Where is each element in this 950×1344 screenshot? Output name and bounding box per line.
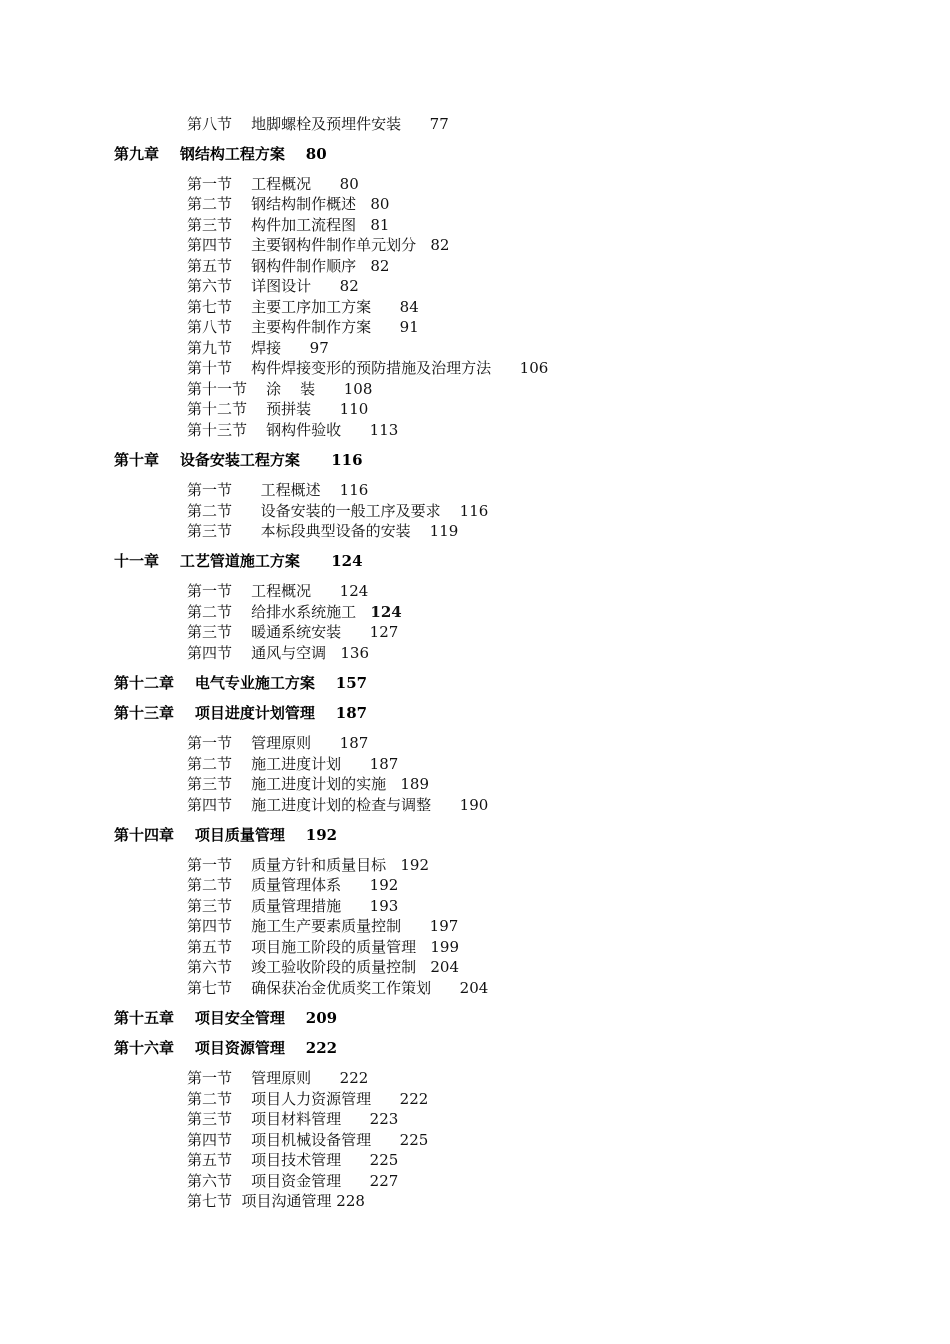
toc-entry-text: 第一节 工程概况 80 [187, 175, 359, 193]
toc-section-entry [187, 774, 429, 794]
toc-entry-text: 第四节 主要钢构件制作单元划分 82 [187, 236, 450, 254]
toc-entry-text: 第十二节 预拼装 110 [187, 400, 369, 418]
toc-entry-text: 第四节 项目机械设备管理 225 [187, 1131, 429, 1149]
toc-entry-text: 第七节 确保获冶金优质奖工作策划 204 [187, 979, 489, 997]
toc-entry-text: 第九章 钢结构工程方案 80 [114, 145, 327, 163]
toc-entry-text: 第七节 项目沟通管理 228 [187, 1192, 365, 1210]
toc-entry-text: 第五节 钢构件制作顺序 82 [187, 257, 390, 275]
toc-entry-text: 第八节 主要构件制作方案 91 [187, 318, 419, 336]
toc-entry-text: 第六节 详图设计 82 [187, 277, 359, 295]
toc-section-entry [187, 317, 419, 337]
toc-section-entry [187, 114, 449, 134]
toc-entry-text: 第十五章 项目安全管理 209 [114, 1009, 338, 1027]
toc-entry-text: 第四节 施工进度计划的检查与调整 190 [187, 796, 489, 814]
toc-entry-text: 第四节 施工生产要素质量控制 197 [187, 917, 459, 935]
toc-entry-text: 第十四章 项目质量管理 192 [114, 826, 338, 844]
toc-entry-text: 第十三章 项目进度计划管理 187 [114, 704, 368, 722]
toc-section-entry [187, 256, 389, 276]
toc-entry-text: 第二节 项目人力资源管理 222 [187, 1090, 429, 1108]
toc-entry-text: 第六节 竣工验收阶段的质量控制 204 [187, 958, 460, 976]
toc-entry-text: 第十六章 项目资源管理 222 [114, 1039, 338, 1057]
toc-entry-text: 第一节 质量方针和质量目标 192 [187, 856, 430, 874]
toc-section-entry [187, 622, 398, 642]
toc-entry-text: 第一节 管理原则 222 [187, 1069, 369, 1087]
toc-section-entry [187, 276, 359, 296]
toc-section-entry [187, 501, 488, 521]
toc-section-entry [187, 916, 458, 936]
toc-entry-text: 十一章 工艺管道施工方案 124 [114, 552, 363, 570]
toc-entry-text: 第二节 质量管理体系 192 [187, 876, 399, 894]
toc-section-entry [187, 480, 368, 500]
toc-entry-text: 第十章 设备安装工程方案 116 [114, 451, 363, 469]
toc-section-entry [187, 399, 368, 419]
toc-section-entry [187, 194, 389, 214]
toc-entry-text: 第一节 管理原则 187 [187, 734, 369, 752]
toc-section-entry [187, 957, 459, 977]
toc-section-entry [187, 420, 398, 440]
toc-section-entry [187, 1191, 365, 1211]
toc-entry-text: 第二节 设备安装的一般工序及要求 116 [187, 502, 489, 520]
toc-section-entry [187, 1130, 428, 1150]
toc-section-entry [187, 937, 459, 957]
toc-entry-text: 第二节 施工进度计划 187 [187, 755, 399, 773]
toc-entry-text: 第一节 工程概述 116 [187, 481, 369, 499]
toc-chapter-entry [114, 551, 363, 571]
toc-entry-text: 第六节 项目资金管理 227 [187, 1172, 399, 1190]
toc-section-entry [187, 602, 402, 622]
toc-entry-text: 第七节 主要工序加工方案 84 [187, 298, 419, 316]
toc-chapter-entry [114, 703, 367, 723]
toc-entry-text: 第十节 构件焊接变形的预防措施及治理方法 106 [187, 359, 549, 377]
toc-chapter-entry [114, 450, 363, 470]
toc-section-entry [187, 733, 368, 753]
toc-section-entry [187, 297, 419, 317]
toc-section-entry [187, 1089, 428, 1109]
toc-section-entry [187, 643, 369, 663]
toc-section-entry [187, 855, 429, 875]
toc-entry-text: 第三节 暖通系统安装 127 [187, 623, 399, 641]
toc-section-entry [187, 521, 458, 541]
toc-section-entry [187, 754, 398, 774]
toc-entry-text: 第五节 项目技术管理 225 [187, 1151, 399, 1169]
toc-section-entry [187, 358, 548, 378]
toc-section-entry [187, 581, 368, 601]
toc-entry-text: 第二节 钢结构制作概述 80 [187, 195, 390, 213]
toc-entry-text: 第八节 地脚螺栓及预埋件安装 77 [187, 115, 449, 133]
toc-chapter-entry [114, 1038, 337, 1058]
toc-section-entry [187, 1068, 368, 1088]
toc-section-entry [187, 795, 488, 815]
toc-chapter-entry [114, 1008, 337, 1028]
toc-entry-text: 第九节 焊接 97 [187, 339, 329, 357]
toc-entry-text: 第三节 质量管理措施 193 [187, 897, 399, 915]
toc-chapter-entry [114, 825, 337, 845]
toc-entry-text: 第三节 本标段典型设备的安装 119 [187, 522, 459, 540]
toc-section-entry [187, 1150, 398, 1170]
toc-entry-text: 第三节 项目材料管理 223 [187, 1110, 399, 1128]
toc-page-number: 124 [370, 603, 402, 621]
toc-section-entry [187, 896, 398, 916]
toc-entry-text: 第十一节 涂 装 108 [187, 380, 373, 398]
toc-entry-text: 第二节 给排水系统施工 [187, 603, 371, 621]
toc-section-entry [187, 235, 449, 255]
toc-section-entry [187, 215, 389, 235]
toc-entry-text: 第四节 通风与空调 136 [187, 644, 370, 662]
toc-chapter-entry [114, 673, 367, 693]
toc-entry-text: 第十三节 钢构件验收 113 [187, 421, 399, 439]
toc-entry-text: 第一节 工程概况 124 [187, 582, 369, 600]
toc-section-entry [187, 338, 329, 358]
toc-section-entry [187, 174, 359, 194]
toc-entry-text: 第十二章 电气专业施工方案 157 [114, 674, 368, 692]
toc-chapter-entry [114, 144, 327, 164]
toc-section-entry [187, 978, 488, 998]
toc-section-entry [187, 1171, 398, 1191]
toc-section-entry [187, 1109, 398, 1129]
toc-entry-text: 第三节 施工进度计划的实施 189 [187, 775, 430, 793]
toc-entry-text: 第三节 构件加工流程图 81 [187, 216, 390, 234]
toc-section-entry [187, 379, 372, 399]
toc-section-entry [187, 875, 398, 895]
toc-entry-text: 第五节 项目施工阶段的质量管理 199 [187, 938, 460, 956]
